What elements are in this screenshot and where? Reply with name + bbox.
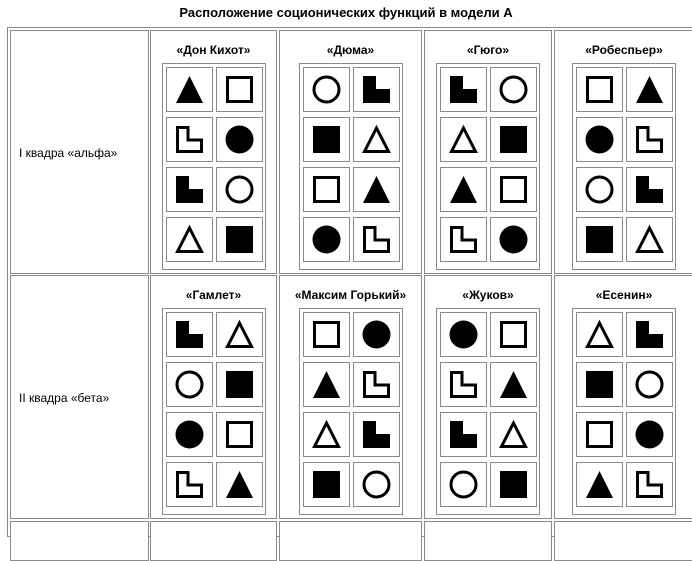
type-name: «Есенин» (595, 288, 653, 302)
square-filled-icon (224, 224, 255, 255)
function-box (626, 412, 673, 457)
function-box (490, 312, 537, 357)
model-a-grid (299, 63, 403, 270)
triangle-outline-icon (174, 224, 205, 255)
function-box (576, 312, 623, 357)
circle-outline-icon (634, 369, 665, 400)
function-box (626, 67, 673, 112)
function-box (166, 167, 213, 212)
functions-table (7, 27, 692, 537)
function-box (626, 217, 673, 262)
function-box (166, 312, 213, 357)
circle-filled-icon (584, 124, 615, 155)
type-name: «Жуков» (462, 288, 514, 302)
square-filled-icon (311, 124, 342, 155)
quadra-label-cell (10, 30, 149, 274)
model-a-grid (572, 63, 676, 270)
function-box (166, 462, 213, 507)
square-filled-icon (311, 469, 342, 500)
function-box (166, 67, 213, 112)
function-box (440, 462, 487, 507)
function-box (626, 362, 673, 407)
table-cell-partial (424, 521, 552, 561)
l-filled-icon (361, 419, 392, 450)
triangle-outline-icon (311, 419, 342, 450)
type-name: «Гамлет» (185, 288, 242, 302)
triangle-filled-icon (634, 74, 665, 105)
circle-outline-icon (311, 74, 342, 105)
l-filled-icon (634, 319, 665, 350)
square-outline-icon (224, 74, 255, 105)
type-cell (424, 275, 552, 519)
function-box (576, 117, 623, 162)
function-box (626, 462, 673, 507)
triangle-outline-icon (224, 319, 255, 350)
circle-filled-icon (498, 224, 529, 255)
function-box (490, 167, 537, 212)
circle-filled-icon (361, 319, 392, 350)
l-outline-icon (361, 369, 392, 400)
function-box (166, 217, 213, 262)
square-filled-icon (584, 369, 615, 400)
type-name: «Максим Горький» (294, 288, 407, 302)
function-box (626, 167, 673, 212)
function-box (490, 67, 537, 112)
quadra-label: II квадра «бета» (19, 391, 110, 405)
function-box (303, 312, 350, 357)
circle-outline-icon (498, 74, 529, 105)
square-outline-icon (498, 174, 529, 205)
triangle-outline-icon (498, 419, 529, 450)
function-box (440, 312, 487, 357)
function-box (303, 217, 350, 262)
triangle-filled-icon (174, 74, 205, 105)
triangle-filled-icon (224, 469, 255, 500)
l-outline-icon (361, 224, 392, 255)
function-box (576, 462, 623, 507)
function-box (576, 362, 623, 407)
l-filled-icon (634, 174, 665, 205)
l-filled-icon (174, 174, 205, 205)
function-box (576, 412, 623, 457)
function-box (216, 362, 263, 407)
model-a-grid (162, 308, 266, 515)
type-cell (554, 275, 692, 519)
l-outline-icon (448, 369, 479, 400)
function-box (353, 67, 400, 112)
circle-filled-icon (634, 419, 665, 450)
triangle-filled-icon (311, 369, 342, 400)
square-outline-icon (498, 319, 529, 350)
circle-outline-icon (174, 369, 205, 400)
type-name: «Дон Кихот» (176, 43, 251, 57)
function-box (440, 67, 487, 112)
function-box (303, 412, 350, 457)
l-outline-icon (634, 469, 665, 500)
quadra-label-cell (10, 275, 149, 519)
circle-outline-icon (224, 174, 255, 205)
function-box (216, 117, 263, 162)
function-box (303, 117, 350, 162)
triangle-outline-icon (634, 224, 665, 255)
type-cell (150, 30, 277, 274)
function-box (166, 362, 213, 407)
circle-outline-icon (448, 469, 479, 500)
circle-filled-icon (448, 319, 479, 350)
l-filled-icon (174, 319, 205, 350)
square-outline-icon (224, 419, 255, 450)
function-box (303, 362, 350, 407)
model-a-grid (436, 308, 540, 515)
square-filled-icon (584, 224, 615, 255)
function-box (216, 412, 263, 457)
function-box (626, 117, 673, 162)
l-outline-icon (174, 469, 205, 500)
function-box (440, 167, 487, 212)
square-filled-icon (498, 124, 529, 155)
type-cell (279, 275, 422, 519)
function-box (353, 412, 400, 457)
function-box (490, 412, 537, 457)
function-box (303, 67, 350, 112)
function-box (490, 217, 537, 262)
circle-filled-icon (224, 124, 255, 155)
triangle-outline-icon (584, 319, 615, 350)
square-outline-icon (311, 174, 342, 205)
table-cell-partial (554, 521, 692, 561)
l-filled-icon (361, 74, 392, 105)
function-box (490, 462, 537, 507)
type-name: «Робеспьер» (585, 43, 663, 57)
triangle-filled-icon (498, 369, 529, 400)
function-box (303, 462, 350, 507)
function-box (216, 312, 263, 357)
circle-outline-icon (361, 469, 392, 500)
triangle-filled-icon (448, 174, 479, 205)
model-a-grid (299, 308, 403, 515)
function-box (440, 217, 487, 262)
function-box (626, 312, 673, 357)
model-a-grid (162, 63, 266, 270)
square-outline-icon (584, 74, 615, 105)
quadra-label: I квадра «альфа» (19, 146, 118, 160)
model-a-grid (572, 308, 676, 515)
table-cell-partial (150, 521, 277, 561)
l-outline-icon (448, 224, 479, 255)
table-cell-partial (279, 521, 422, 561)
function-box (576, 167, 623, 212)
circle-filled-icon (174, 419, 205, 450)
circle-outline-icon (584, 174, 615, 205)
square-outline-icon (584, 419, 615, 450)
page-title: Расположение соционических функций в модели А (179, 5, 513, 20)
function-box (216, 462, 263, 507)
function-box (216, 167, 263, 212)
function-box (353, 217, 400, 262)
model-a-grid (436, 63, 540, 270)
function-box (353, 312, 400, 357)
square-filled-icon (224, 369, 255, 400)
type-cell (279, 30, 422, 274)
function-box (353, 362, 400, 407)
triangle-outline-icon (448, 124, 479, 155)
function-box (490, 117, 537, 162)
triangle-filled-icon (361, 174, 392, 205)
function-box (353, 117, 400, 162)
type-name: «Гюго» (466, 43, 510, 57)
square-outline-icon (311, 319, 342, 350)
type-name: «Дюма» (326, 43, 375, 57)
function-box (353, 462, 400, 507)
triangle-filled-icon (584, 469, 615, 500)
table-cell-partial (10, 521, 149, 561)
l-filled-icon (448, 74, 479, 105)
type-cell (554, 30, 692, 274)
function-box (166, 412, 213, 457)
l-outline-icon (174, 124, 205, 155)
function-box (576, 217, 623, 262)
circle-filled-icon (311, 224, 342, 255)
function-box (490, 362, 537, 407)
triangle-outline-icon (361, 124, 392, 155)
function-box (576, 67, 623, 112)
function-box (440, 362, 487, 407)
function-box (440, 412, 487, 457)
function-box (440, 117, 487, 162)
l-outline-icon (634, 124, 665, 155)
function-box (353, 167, 400, 212)
function-box (216, 217, 263, 262)
function-box (166, 117, 213, 162)
type-cell (150, 275, 277, 519)
type-cell (424, 30, 552, 274)
square-filled-icon (498, 469, 529, 500)
l-filled-icon (448, 419, 479, 450)
function-box (216, 67, 263, 112)
function-box (303, 167, 350, 212)
